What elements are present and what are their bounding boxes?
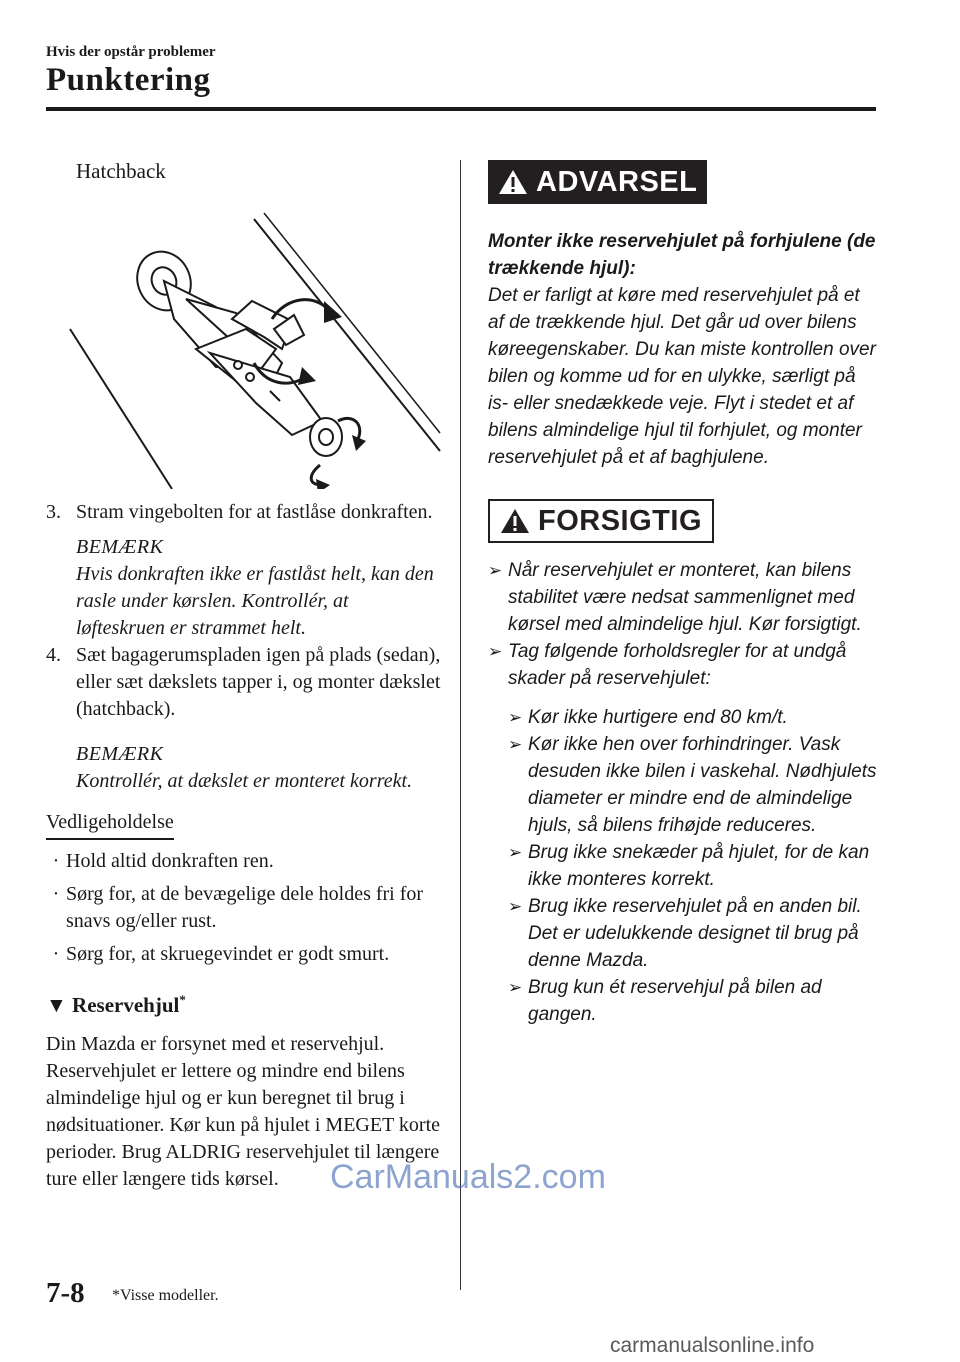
- spare-wheel-paragraph: Din Mazda er forsynet med et reservehjul. Reservehjulet er lettere og mindre end bilens almindelige hjul og er kun beregnet til brug i nødsituationer. Kør kun på hjulet i MEGET korte perioder. Brug ALDRIG reservehjulet til længere ture eller længere tids kørsel.: [46, 1033, 441, 1190]
- caution-subitem-2: [508, 731, 878, 839]
- step-3-number: 3.: [46, 501, 61, 523]
- caution-subitem-text: Kør ikke hurtigere end 80 km/t.: [528, 707, 788, 728]
- left-column: [46, 158, 441, 1193]
- subhead-hatchback: Hatchback: [76, 159, 166, 183]
- watermark: CarManuals2.com: [330, 1158, 606, 1196]
- maintenance-item-text: Hold altid donkraften ren.: [66, 850, 274, 872]
- warning-body: Det er farligt at køre med reservehjulet på et af de trækkende hjul. Det går ud over bilens køreegenskaber. Du kan miste kontrollen over bilen og komme ud for en ulykke, særligt på is- eller snedækkede veje. Flyt i stedet et af bilens almindelige hjul til forhjulet, og monter reservehjulet på et af baghjulene.: [488, 285, 876, 468]
- note-2-title: BEMÆRK: [76, 743, 164, 765]
- note-1-text: Hvis donkraften ikke er fastlåst helt, kan den rasle under kørslen. Kontrollér, at løfteskruen er strammet helt.: [76, 563, 434, 639]
- caution-item-text: Tag følgende forholdsregler for at undgå skader på reservehjulet:: [508, 641, 847, 689]
- spare-wheel-title: Reservehjul: [72, 993, 180, 1017]
- step-4-text: Sæt bagagerumspladen igen på plads (sedan), eller sæt dækslets tapper i, og monter dækslet (hatchback).: [76, 644, 441, 720]
- warning-title: Monter ikke reservehjulet på forhjulene (de trækkende hjul):: [488, 231, 876, 279]
- caution-subitem-text: Brug kun ét reservehjul på bilen ad gangen.: [528, 977, 822, 1025]
- caution-item-2: [488, 638, 878, 692]
- jack-body: [128, 243, 342, 456]
- arrow-bullet-icon: ➢: [508, 897, 523, 916]
- arrow-bullet-icon: ➢: [508, 843, 523, 862]
- maintenance-item-text: Sørg for, at skruegevindet er godt smurt.: [66, 943, 390, 965]
- floor-line-left: [70, 329, 172, 489]
- arrow-bullet-icon: ➢: [508, 735, 523, 754]
- footnote: *Visse modeller.: [112, 1287, 219, 1304]
- bullet-mark: ·: [52, 850, 60, 872]
- caution-subitem-text: Brug ikke reservehjulet på en anden bil. Det er udelukkende designet til brug på denne Mazda.: [528, 896, 862, 971]
- title-rule: [46, 107, 876, 111]
- caution-subitem-4: [508, 893, 878, 974]
- bullet-mark: ·: [52, 883, 60, 905]
- step-4: [46, 642, 441, 723]
- caution-subitem-text: Brug ikke snekæder på hjulet, for de kan ikke monteres korrekt.: [528, 842, 870, 890]
- caution-label: [488, 499, 714, 543]
- jack-illustration: [46, 189, 441, 489]
- caution-subitem-text: Kør ikke hen over forhindringer. Vask desuden ikke bilen i vaskehal. Nødhjulets diameter er mindre end de almindelige hjuls, så bilens frihøjde reduceres.: [528, 734, 877, 836]
- step-3: [46, 499, 441, 526]
- warning-label-text: ADVARSEL: [536, 165, 698, 198]
- triangle-down-icon: ▼: [46, 993, 67, 1017]
- section-label: Hvis der opstår problemer: [46, 44, 216, 60]
- maintenance-item-1: [46, 848, 441, 875]
- page-number: 7-8: [46, 1277, 85, 1309]
- warning-triangle-icon: [500, 507, 530, 535]
- note-2-text: Kontrollér, at dækslet er monteret korrekt.: [76, 770, 413, 792]
- page-title: Punktering: [46, 62, 211, 98]
- caution-item-1: [488, 557, 878, 638]
- maintenance-item-3: [46, 941, 441, 968]
- step-4-number: 4.: [46, 644, 61, 666]
- column-divider: [460, 160, 461, 1290]
- note-2: [46, 741, 441, 795]
- note-1: [46, 534, 441, 642]
- note-1-title: BEMÆRK: [76, 536, 164, 558]
- spare-wheel-heading: [46, 986, 441, 1019]
- arrow-bullet-icon: ➢: [488, 561, 503, 580]
- maintenance-item-2: [46, 881, 441, 935]
- maintenance-item-text: Sørg for, at de bevægelige dele holdes fri for snavs og/eller rust.: [66, 883, 424, 932]
- arrow-bullet-icon: ➢: [508, 978, 523, 997]
- warning-label: [488, 160, 707, 204]
- arrow-heads: [298, 301, 366, 489]
- caution-subitem-1: [508, 704, 878, 731]
- bullet-mark: ·: [52, 943, 60, 965]
- caution-subitem-3: [508, 839, 878, 893]
- caution-label-text: FORSIGTIG: [538, 504, 702, 537]
- caution-item-text: Når reservehjulet er monteret, kan bilens stabilitet være nedsat sammenlignet med kørsel med almindelige hjul. Kør forsigtigt.: [508, 560, 862, 635]
- arrow-bullet-icon: ➢: [488, 642, 503, 661]
- arrow-bullet-icon: ➢: [508, 708, 523, 727]
- step-3-text: Stram vingebolten for at fastlåse donkraften.: [76, 501, 433, 523]
- footnote-marker: *: [179, 992, 186, 1007]
- site-watermark: carmanualsonline.info: [610, 1334, 815, 1357]
- right-column: [488, 160, 878, 1028]
- maintenance-heading: Vedligeholdelse: [46, 809, 174, 840]
- warning-triangle-icon: [498, 168, 528, 196]
- caution-subitem-5: [508, 974, 878, 1028]
